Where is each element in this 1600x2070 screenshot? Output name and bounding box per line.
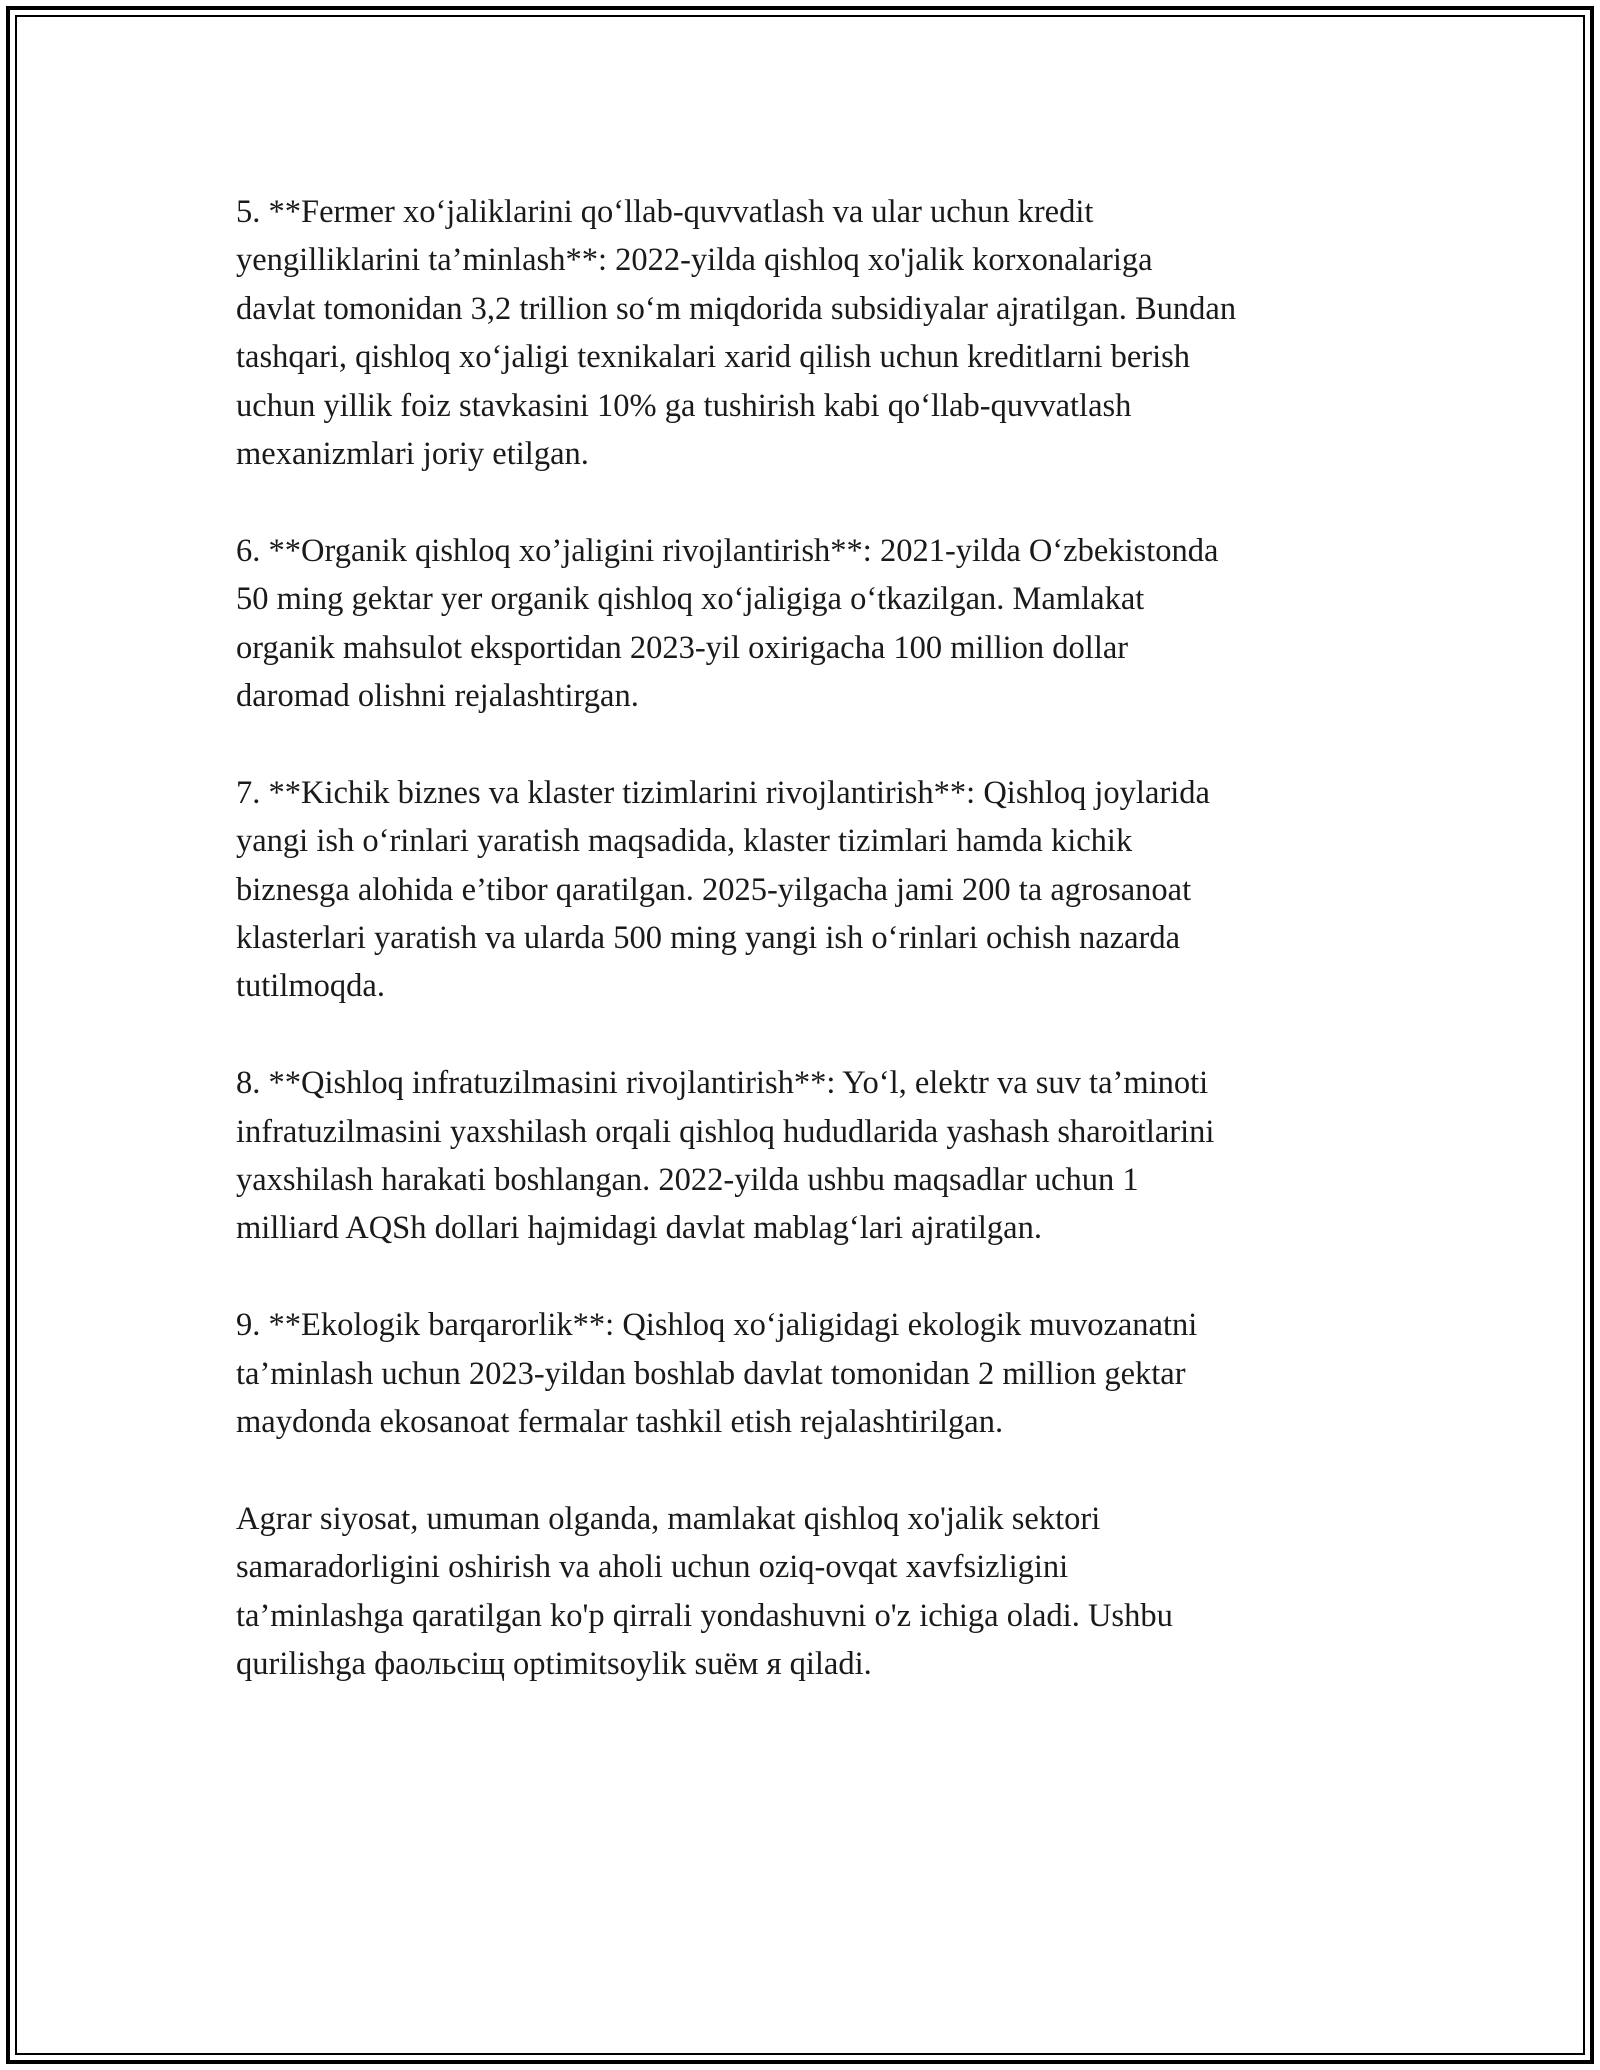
text-line: infratuzilmasini yaxshilash orqali qishloq hududlarida yashash sharoitlarini: [236, 1113, 1215, 1150]
text-line: 6. **Organik qishloq xo’jaligini rivojlantirish**: 2021-yilda O‘zbekistonda: [236, 532, 1219, 569]
text-line: davlat tomonidan 3,2 trillion so‘m miqdorida subsidiyalar ajratilgan. Bundan: [236, 290, 1237, 327]
text-line: ta’minlashga qaratilgan ko'p qirrali yondashuvni o'z ichiga oladi. Ushbu: [236, 1597, 1173, 1634]
text-line: maydonda ekosanoat fermalar tashkil etish rejalashtirilgan.: [236, 1404, 1004, 1441]
text-line: samaradorligini oshirish va aholi uchun oziq-ovqat xavfsizligini: [236, 1549, 1069, 1586]
text-line: tutilmoqda.: [236, 968, 385, 1005]
document-body: [236, 188, 1396, 1737]
text-line: Agrar siyosat, umuman olganda, mamlakat qishloq xo'jalik sektori: [236, 1500, 1101, 1537]
text-line: klasterlari yaratish va ularda 500 ming yangi ish o‘rinlari ochish nazarda: [236, 920, 1180, 957]
text-line: ta’minlash uchun 2023-yildan boshlab davlat tomonidan 2 million gektar: [236, 1355, 1186, 1392]
text-line: qurilishga фаольсіщ optimitsoylik suëм я qiladi.: [236, 1646, 872, 1683]
text-line: 50 ming gektar yer organik qishloq xo‘jaligiga o‘tkazilgan. Mamlakat: [236, 581, 1145, 618]
paragraph-item-5: [236, 188, 1396, 478]
paragraph-item-8: [236, 1059, 1396, 1253]
text-line: 5. **Fermer xo‘jaliklarini qo‘llab-quvvatlash va ular uchun kredit: [236, 194, 1094, 230]
text-line: 9. **Ekologik barqarorlik**: Qishloq xo‘jaligidagi ekologik muvozanatni: [236, 1307, 1198, 1344]
text-line: yaxshilash harakati boshlangan. 2022-yilda ushbu maqsadlar uchun 1: [236, 1162, 1139, 1199]
text-line: mexanizmlari joriy etilgan.: [236, 436, 589, 473]
paragraph-item-7: [236, 769, 1396, 1011]
text-line: daromad olishni rejalashtirgan.: [236, 678, 639, 715]
text-line: yangi ish o‘rinlari yaratish maqsadida, klaster tizimlari hamda kichik: [236, 823, 1133, 860]
paragraph-conclusion: [236, 1495, 1396, 1689]
text-line: 8. **Qishloq infratuzilmasini rivojlantirish**: Yo‘l, elektr va suv ta’minoti: [236, 1065, 1209, 1102]
paragraph-item-9: [236, 1301, 1396, 1446]
paragraph-item-6: [236, 527, 1396, 721]
text-line: biznesga alohida e’tibor qaratilgan. 2025-yilgacha jami 200 ta agrosanoat: [236, 871, 1192, 908]
text-line: organik mahsulot eksportidan 2023-yil oxirigacha 100 million dollar: [236, 629, 1129, 666]
text-line: tashqari, qishloq xo‘jaligi texnikalari xarid qilish uchun kreditlarni berish: [236, 339, 1191, 376]
text-line: 7. **Kichik biznes va klaster tizimlarini rivojlantirish**: Qishloq joylarida: [236, 774, 1210, 811]
text-line: yengilliklarini ta’minlash**: 2022-yilda qishloq xo'jalik korxonalariga: [236, 242, 1153, 279]
text-line: milliard AQSh dollari hajmidagi davlat mablag‘lari ajratilgan.: [236, 1210, 1042, 1247]
text-line: uchun yillik foiz stavkasini 10% ga tushirish kabi qo‘llab-quvvatlash: [236, 387, 1132, 424]
